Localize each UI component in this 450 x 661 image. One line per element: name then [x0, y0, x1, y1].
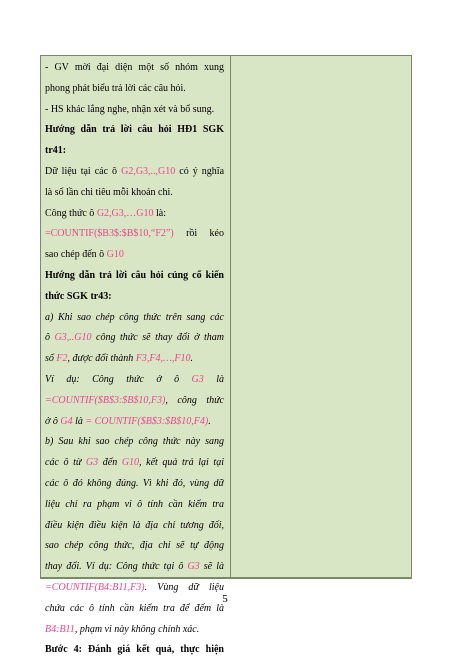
text-line: chứa các ô tính cần kiểm tra để đếm là	[45, 602, 224, 614]
lesson-table	[40, 55, 412, 656]
text-run: Ví dụ: Công thức ở ô	[45, 373, 192, 385]
formula-text: = COUNTIF($B$3:$B$10,F4)	[85, 415, 209, 427]
text-run: Công thức ô	[45, 207, 97, 219]
activity-column	[45, 58, 224, 661]
text-line	[45, 370, 224, 391]
text-line: tr41:	[45, 145, 67, 157]
text-line	[45, 349, 224, 370]
text-line	[45, 224, 224, 245]
text-run: , công thức	[165, 394, 224, 406]
page-number: 5	[222, 593, 228, 605]
formula-text: G3	[187, 561, 200, 573]
text-run: số	[45, 353, 57, 365]
text-line	[45, 620, 224, 641]
column-divider	[230, 56, 231, 578]
text-run: , được đổi thành	[67, 353, 136, 365]
text-run: công thức sẽ thay đổi ở tham	[91, 332, 224, 344]
text-run: là	[203, 373, 224, 385]
text-run: các ô từ	[45, 457, 86, 469]
formula-text: F2	[56, 353, 68, 365]
text-line	[45, 557, 224, 578]
formula-text: G10	[106, 249, 124, 261]
text-run: là	[72, 415, 86, 427]
text-run: . Vùng dữ liệu	[144, 581, 224, 593]
text-line: b) Sau khi sao chép công thức này sang	[45, 436, 224, 448]
text-run: , kết quả trả lại tại	[139, 457, 224, 469]
text-run: sao chép đến ô	[45, 249, 107, 261]
formula-text: =COUNTIF($B3$:$B$10,“F2”)	[45, 228, 174, 240]
text-line: thức SGK tr43:	[45, 290, 112, 302]
text-line: sao chép công thức, địa chỉ sẽ tự động	[45, 540, 224, 552]
text-line: liệu chỉ ra phạm vi ô tính cần kiểm tra	[45, 498, 224, 510]
text-line: Hướng dẫn trả lời câu hỏi củng cố kiến	[45, 269, 224, 281]
text-line	[45, 328, 224, 349]
text-line: điều kiện điều kiện là địa chỉ tương đối,	[45, 519, 224, 531]
text-line	[45, 453, 224, 474]
text-line: phong phát biểu trả lời các câu hỏi.	[45, 82, 186, 94]
text-run: có ý nghĩa	[175, 165, 224, 177]
text-line: - HS khác lắng nghe, nhận xét và bổ sung.	[45, 103, 215, 115]
text-line: các ô đó không đúng. Vì khi đó, vùng dữ	[45, 477, 224, 489]
text-line	[45, 412, 224, 433]
formula-text: G3,..G10	[54, 332, 92, 344]
text-run: Dữ liệu tại các ô	[45, 165, 122, 177]
formula-text: G3	[191, 373, 204, 385]
text-run: .	[190, 353, 194, 365]
table-bottom-border	[41, 577, 411, 578]
text-run: .	[208, 415, 211, 427]
text-line: - GV mời đại diện một số nhóm xung	[45, 62, 224, 73]
formula-text: G4	[60, 415, 73, 427]
text-line: là số lần chi tiêu mỗi khoản chi.	[45, 186, 173, 198]
formula-text: =COUNTIF(B4:B11,F3)	[45, 581, 145, 593]
text-line	[45, 391, 224, 412]
text-run: ở ô	[45, 415, 61, 427]
text-line: Bước 4: Đánh giá kết quả, thực hiện	[45, 644, 224, 656]
text-line	[45, 245, 224, 266]
text-run: , phạm vi này không chính xác.	[74, 623, 200, 635]
formula-text: G2,G3,..,G10	[121, 165, 176, 177]
formula-text: B4:B11	[45, 623, 75, 635]
text-line	[45, 162, 224, 183]
text-run: thay đổi. Ví dụ: Công thức tại ô	[45, 561, 188, 573]
formula-text: F3,F4,…,F10	[135, 353, 191, 365]
text-run: là:	[153, 207, 166, 219]
formula-text: G2,G3,…G10	[96, 207, 154, 219]
text-run: sẽ là	[199, 561, 224, 573]
formula-text: =COUNTIF($B$3:$B$10,F3)	[45, 394, 166, 406]
text-line: a) Khi sao chép công thức trên sang các	[45, 311, 224, 323]
text-run: đến	[98, 457, 122, 469]
formula-text: G3	[85, 457, 99, 469]
text-run: ô	[45, 332, 55, 344]
text-line: Hướng dẫn trả lời câu hỏi HĐ1 SGK	[45, 124, 224, 136]
formula-text: G10	[121, 457, 140, 469]
text-line	[45, 204, 224, 225]
text-run: rồi kéo	[173, 228, 224, 240]
